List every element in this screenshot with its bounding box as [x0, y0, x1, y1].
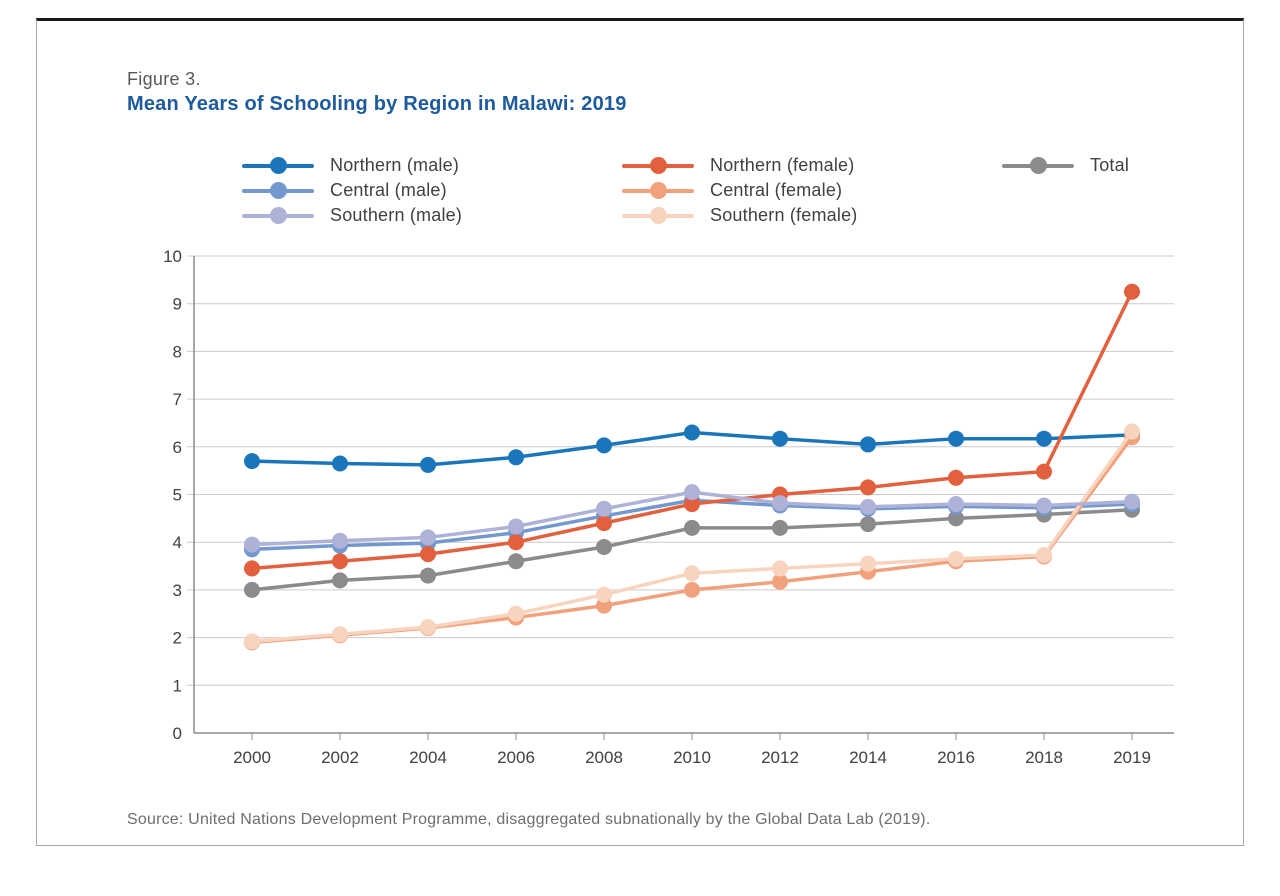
legend-label: Northern (male)	[330, 155, 460, 175]
data-point-northern-male-2006	[508, 449, 524, 465]
legend-marker-southern-female	[622, 214, 694, 218]
y-tick-label: 10	[163, 247, 182, 266]
data-point-total-2010	[684, 520, 700, 536]
data-point-total-2008	[596, 539, 612, 555]
data-point-southern-female-2004	[420, 619, 436, 635]
data-point-southern-male-2000	[244, 537, 260, 553]
data-point-northern-male-2018	[1036, 431, 1052, 447]
line-chart	[157, 246, 1197, 791]
data-point-northern-male-2000	[244, 453, 260, 469]
y-tick-label: 3	[172, 580, 182, 600]
legend-dot-icon	[270, 157, 287, 174]
x-tick-label: 2004	[409, 748, 447, 767]
y-tick-label: 6	[172, 437, 182, 457]
data-point-southern-female-2018	[1036, 547, 1052, 563]
y-tick-label: 5	[172, 485, 182, 505]
legend-item-total	[1002, 153, 1129, 178]
data-point-total-2002	[332, 572, 348, 588]
data-point-southern-female-2016	[948, 551, 964, 567]
legend-marker-central-female	[622, 189, 694, 193]
legend-label: Northern (female)	[710, 155, 855, 175]
legend-marker-southern-male	[242, 214, 314, 218]
data-point-northern-male-2012	[772, 431, 788, 447]
data-point-northern-female-2000	[244, 560, 260, 576]
legend-marker-central-male	[242, 189, 314, 193]
legend-dot-icon	[650, 182, 667, 199]
data-point-total-2004	[420, 568, 436, 584]
legend-label: Central (male)	[330, 180, 447, 200]
data-point-southern-female-2019	[1124, 424, 1140, 440]
legend-item-central-female	[622, 178, 857, 203]
data-point-northern-female-2006	[508, 534, 524, 550]
x-tick-label: 2002	[321, 748, 359, 767]
data-point-southern-female-2012	[772, 560, 788, 576]
x-tick-label: 2014	[849, 748, 887, 767]
legend-marker-northern-female	[622, 164, 694, 168]
data-point-southern-male-2014	[860, 499, 876, 515]
data-point-northern-male-2016	[948, 431, 964, 447]
data-point-northern-female-2008	[596, 515, 612, 531]
x-tick-label: 2016	[937, 748, 975, 767]
x-tick-label: 2008	[585, 748, 623, 767]
data-point-northern-male-2004	[420, 457, 436, 473]
data-point-northern-female-2004	[420, 546, 436, 562]
data-point-southern-male-2018	[1036, 497, 1052, 513]
x-tick-label: 2012	[761, 748, 799, 767]
x-tick-label: 2010	[673, 748, 711, 767]
legend-column-total	[1002, 153, 1129, 178]
legend-item-southern-male	[242, 203, 462, 228]
data-point-southern-male-2006	[508, 518, 524, 534]
figure-number-label: Figure 3.	[127, 69, 201, 89]
legend-dot-icon	[270, 207, 287, 224]
y-tick-label: 2	[172, 628, 182, 648]
data-point-southern-female-2002	[332, 626, 348, 642]
x-tick-label: 2000	[233, 748, 271, 767]
x-tick-label: 2019	[1113, 748, 1151, 767]
y-tick-label: 7	[172, 390, 182, 410]
legend-column-female	[622, 153, 857, 228]
legend-item-central-male	[242, 178, 462, 203]
data-point-northern-male-2002	[332, 455, 348, 471]
legend-column-male	[242, 153, 462, 228]
data-point-southern-male-2019	[1124, 494, 1140, 510]
data-point-central-female-2010	[684, 582, 700, 598]
legend-label: Southern (male)	[330, 205, 463, 225]
x-tick-label: 2006	[497, 748, 535, 767]
data-point-total-2006	[508, 553, 524, 569]
legend-dot-icon	[650, 207, 667, 224]
data-point-northern-male-2008	[596, 437, 612, 453]
legend-label: Southern (female)	[710, 205, 858, 225]
legend-dot-icon	[270, 182, 287, 199]
legend-dot-icon	[650, 157, 667, 174]
data-point-southern-male-2010	[684, 484, 700, 500]
data-point-total-2014	[860, 516, 876, 532]
data-point-southern-female-2000	[244, 633, 260, 649]
data-point-northern-male-2010	[684, 424, 700, 440]
y-tick-label: 9	[172, 294, 182, 314]
data-point-northern-female-2016	[948, 470, 964, 486]
chart-legend	[37, 153, 1280, 233]
series-northern-male	[244, 424, 1140, 472]
legend-marker-total	[1002, 164, 1074, 168]
data-point-northern-female-2002	[332, 553, 348, 569]
data-point-southern-female-2006	[508, 606, 524, 622]
data-point-southern-male-2002	[332, 533, 348, 549]
data-point-northern-male-2014	[860, 436, 876, 452]
legend-marker-northern-male	[242, 164, 314, 168]
y-tick-label: 0	[172, 724, 182, 743]
y-tick-label: 8	[172, 342, 182, 362]
legend-label: Total	[1090, 155, 1130, 175]
data-point-southern-female-2008	[596, 587, 612, 603]
page-title: Mean Years of Schooling by Region in Malawi: 2019	[127, 93, 627, 115]
figure-panel	[36, 18, 1244, 846]
legend-dot-icon	[1030, 157, 1047, 174]
data-point-northern-female-2018	[1036, 464, 1052, 480]
data-point-total-2000	[244, 582, 260, 598]
data-point-northern-female-2014	[860, 479, 876, 495]
data-point-southern-male-2016	[948, 496, 964, 512]
y-tick-label: 4	[172, 533, 182, 553]
legend-item-northern-male	[242, 153, 462, 178]
data-point-northern-female-2019	[1124, 284, 1140, 300]
source-note: Source: United Nations Development Programme, disaggregated subnationally by the Global Data Lab (2019).	[127, 811, 931, 828]
legend-label: Central (female)	[710, 180, 843, 200]
data-point-southern-male-2008	[596, 501, 612, 517]
y-tick-label: 1	[172, 676, 182, 696]
data-point-southern-male-2012	[772, 495, 788, 511]
legend-item-southern-female	[622, 203, 857, 228]
x-tick-label: 2018	[1025, 748, 1063, 767]
legend-item-northern-female	[622, 153, 857, 178]
data-point-southern-male-2004	[420, 529, 436, 545]
data-point-southern-female-2010	[684, 565, 700, 581]
data-point-southern-female-2014	[860, 556, 876, 572]
series-southern-female	[244, 424, 1140, 650]
data-point-total-2012	[772, 520, 788, 536]
